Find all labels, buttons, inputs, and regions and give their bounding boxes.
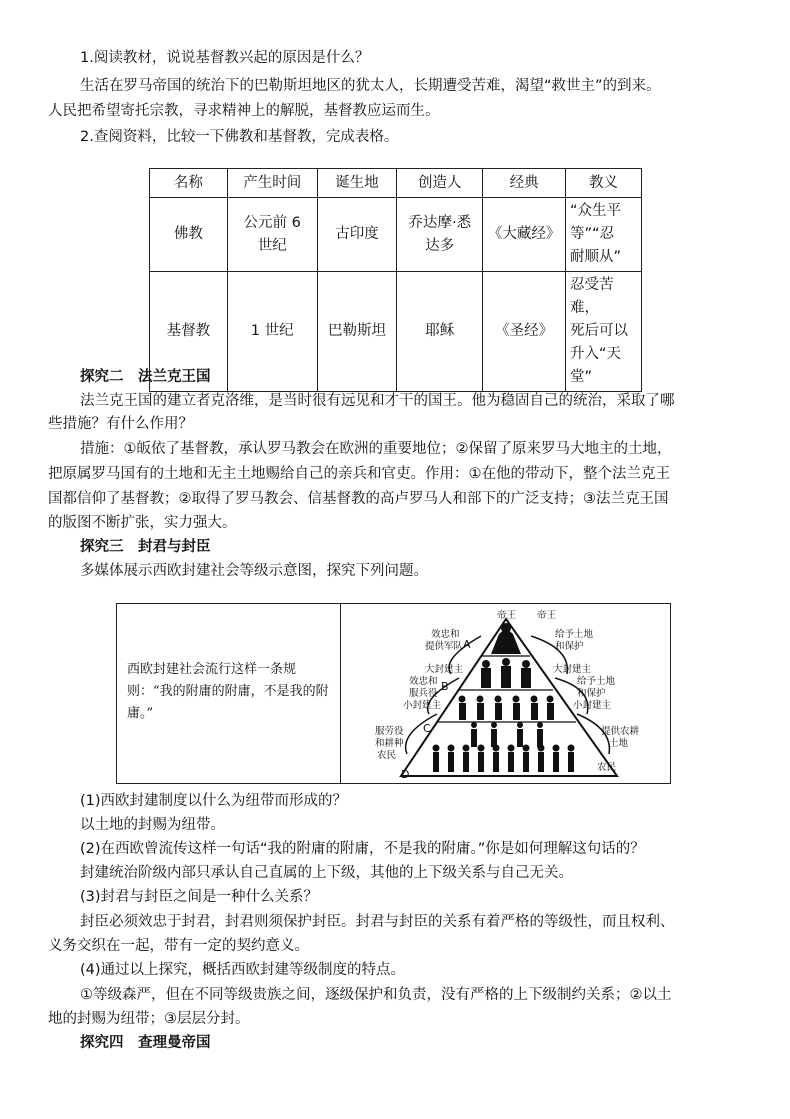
feudal-pyramid-diagram: [341, 604, 671, 783]
letter-a: A: [463, 638, 471, 651]
explore3-a2: 封建统治阶级内部只承认自己直属的上下级，其他的上下级关系与自己无关。: [80, 865, 573, 881]
q1-answer-line2: 人民把希望寄托宗教，寻求精神上的解脱，基督教应运而生。: [48, 103, 440, 119]
left-label-1a: 效忠和: [431, 629, 460, 640]
letter-c: C: [423, 722, 431, 735]
left-label-1b: 提供军队: [425, 641, 464, 652]
peasant-figures: [433, 722, 575, 772]
feudal-hierarchy-figure: [116, 603, 671, 784]
explore3-heading: 探究三 封君与封臣: [80, 539, 211, 555]
explore3-q3: (3)封君与封臣之间是一种什么关系？: [80, 889, 319, 905]
header-name: 名称: [150, 169, 228, 198]
row-christianity-doctrine: 忍受苦难， 死后可以 升入“天 堂”: [566, 272, 642, 392]
level-small-lord-right: 小封建主: [573, 700, 612, 711]
row-christianity-time: 1 世纪: [227, 272, 317, 392]
feudal-rule-quote: 西欧封建社会流行这样一条规则：“我的附庸的附庸，不是我的附庸。”: [127, 662, 329, 721]
row-buddhism-doctrine: “众生平 等”“忍 耐顺从”: [566, 198, 642, 272]
row-buddhism-founder: 乔达摩·悉 达多: [397, 198, 483, 272]
row-christianity-place: 巴勒斯坦: [317, 272, 397, 392]
row-christianity-founder: 耶稣: [397, 272, 483, 392]
emperor-figures: [491, 623, 521, 654]
explore4-heading: 探究四 查理曼帝国: [80, 1035, 211, 1051]
explore3-intro: 多媒体展示西欧封建社会等级示意图，探究下列问题。: [80, 563, 428, 579]
level-great-lord-right: 大封建主: [553, 664, 592, 675]
left-label-3b: 和耕种: [375, 738, 404, 749]
explore2-answer-line3: 国都信仰了基督教；②取得了罗马教会、信基督教的高卢罗马人和部下的广泛支持；③法兰克王国: [48, 491, 669, 507]
explore3-a4-line1: ①等级森严，但在不同等级贵族之间，逐级保护和负责，没有严格的上下级制约关系；②以土: [80, 987, 672, 1003]
row-christianity-name: 基督教: [150, 272, 228, 392]
q1-answer-line1: 生活在罗马帝国的统治下的巴勒斯坦地区的犹太人，长期遭受苦难，渴望“救世主”的到来。: [80, 78, 661, 94]
explore2-answer-line4: 的版图不断扩张，实力强大。: [48, 515, 237, 531]
row-christianity-scripture: 《圣经》: [483, 272, 566, 392]
explore3-a1: 以土地的封赐为纽带。: [80, 817, 225, 833]
row-buddhism-place: 古印度: [317, 198, 397, 272]
explore3-a3-line2: 义务交织在一起，带有一定的契约意义。: [48, 938, 309, 954]
arrow-left-bottom: [406, 714, 437, 754]
header-place: 诞生地: [317, 169, 397, 198]
explore2-question-line2: 些措施？有什么作用？: [48, 416, 193, 432]
right-label-3b: 土地: [609, 738, 629, 749]
level-small-lord-left: 小封建主: [403, 700, 442, 711]
header-scripture: 经典: [483, 169, 566, 198]
explore3-q4: (4)通过以上探究，概括西欧封建等级制度的特点。: [80, 962, 406, 978]
row-buddhism-name: 佛教: [150, 198, 228, 272]
table-header-row: [150, 169, 642, 198]
table-row: [150, 198, 642, 272]
explore2-heading: 探究二 法兰克王国: [80, 369, 211, 385]
explore2-answer-line1: 措施：①皈依了基督教，承认罗马教会在欧洲的重要地位；②保留了原来罗马大地主的土地，: [80, 441, 672, 457]
right-label-3a: 提供农耕: [601, 726, 640, 737]
letter-b: B: [441, 680, 449, 693]
level-emperor-right: 帝王: [537, 610, 557, 621]
q1-title: 1.阅读教材，说说基督教兴起的原因是什么？: [80, 50, 370, 66]
row-buddhism-scripture: 《大藏经》: [483, 198, 566, 272]
explore2-answer-line2: 把原属罗马国有的土地和无主土地赐给自己的亲兵和官吏。作用：①在他的带动下，整个法兰克王: [48, 466, 670, 482]
explore2-question-line1: 法兰克王国的建立者克洛维，是当时很有远见和才干的国王。他为稳固自己的统治，采取了哪: [80, 393, 675, 409]
level-great-lord-left: 大封建主: [425, 664, 464, 675]
level-emperor-left: 帝王: [497, 610, 517, 621]
right-label-1a: 给予土地: [555, 629, 594, 640]
right-label-2b: 和保护: [577, 688, 606, 699]
religion-comparison-table: [149, 168, 642, 392]
header-doctrine: 教义: [566, 169, 642, 198]
explore3-q1: (1)西欧封建制度以什么为纽带而形成的？: [80, 793, 348, 809]
letter-d: D: [401, 768, 410, 781]
table-row: [150, 272, 642, 392]
left-label-2a: 效忠和: [409, 676, 438, 687]
right-label-1b: 和保护: [555, 641, 584, 652]
explore3-q2: (2)在西欧曾流传这样一句话“我的附庸的附庸，不是我的附庸。”你是如何理解这句话的？: [80, 841, 645, 857]
explore3-a4-line2: 地的封赐为纽带；③层层分封。: [48, 1011, 250, 1027]
header-time: 产生时间: [227, 169, 317, 198]
left-label-3a: 服劳役: [375, 726, 404, 737]
q2-title: 2.查阅资料，比较一下佛教和基督教，完成表格。: [80, 129, 399, 145]
header-founder: 创造人: [397, 169, 483, 198]
small-lord-figures: [459, 696, 555, 721]
explore3-a3-line1: 封臣必须效忠于封君，封君则须保护封臣。封君与封臣的关系有着严格的等级性，而且权利、: [80, 914, 675, 930]
level-peasant: 农民: [597, 762, 617, 773]
right-label-2a: 给予土地: [577, 676, 616, 687]
row-buddhism-time: 公元前 6 世纪: [227, 198, 317, 272]
left-label-2b: 服兵役: [409, 688, 438, 699]
great-lord-figures: [481, 658, 531, 688]
left-label-3c: 农民: [377, 750, 397, 761]
